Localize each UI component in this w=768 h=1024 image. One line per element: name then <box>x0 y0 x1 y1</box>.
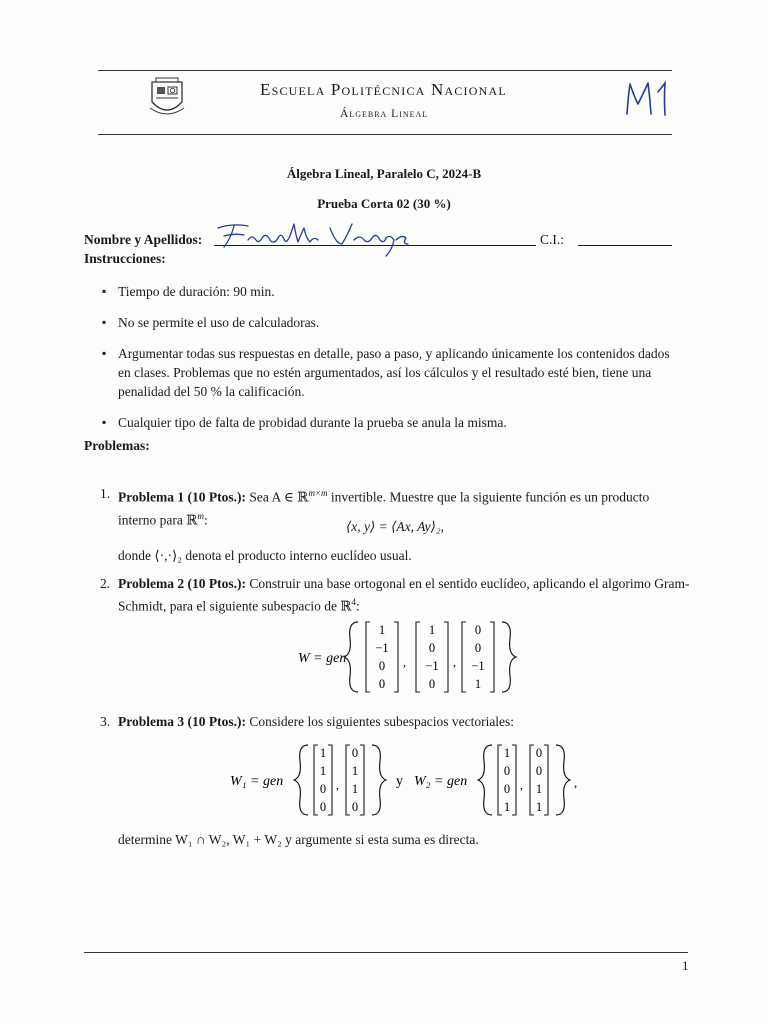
page-number: 1 <box>682 958 689 973</box>
set-label: W₁ = gen <box>230 774 284 789</box>
vector <box>346 745 364 815</box>
problem-text: Considere los siguientes subespacios vectoriales: <box>249 714 515 729</box>
vector-entry: −1 <box>471 659 485 673</box>
problem-text: Construir una base ortogonal en el sentido euclídeo, aplicando el algorimo Gram-Schmidt, para el siguiente subespacio de ℝ <box>118 576 690 614</box>
vector-entry: 1 <box>503 746 511 760</box>
vector-entry: 0 <box>503 782 511 796</box>
vector-entry: 1 <box>319 764 327 778</box>
instruction-item: ▪ No se permite el uso de calculadoras. <box>100 313 680 332</box>
vector-entry: 0 <box>474 623 482 637</box>
course-subtitle: Álgebra Lineal <box>340 108 429 120</box>
instruction-item: ▪ Cualquier tipo de falta de probidad durante la prueba se anula la misma. <box>100 413 680 432</box>
instructions-list <box>100 282 680 444</box>
problem-title: Problema 2 (10 Ptos.): <box>118 576 246 591</box>
vector-entry: 1 <box>503 800 511 814</box>
problem-title: Problema 3 (10 Ptos.): <box>118 714 246 729</box>
problem-number: 3. <box>100 714 111 729</box>
svg-text:,: , <box>336 778 339 792</box>
connector-text: y <box>396 774 403 789</box>
subspace-w-definition <box>290 616 520 698</box>
vector-entry: 1 <box>319 746 327 760</box>
vector <box>366 622 398 692</box>
problem-text: donde ⟨·,·⟩₂ denota el producto interno euclídeo usual. <box>118 548 412 563</box>
vector-entry: 0 <box>319 782 327 796</box>
university-seal-logo <box>148 74 186 120</box>
name-label: Nombre y Apellidos: <box>84 232 203 247</box>
set-label: W = gen <box>298 651 347 666</box>
problem-text: : <box>203 512 208 527</box>
vector-entry: 0 <box>351 800 359 814</box>
superscript: m×m <box>308 488 328 498</box>
vector-entry: 0 <box>428 641 436 655</box>
vector <box>314 745 332 815</box>
end-punctuation: , <box>574 775 578 790</box>
vector-entry: 0 <box>503 764 511 778</box>
inner-product-formula: ⟨x, y⟩ = ⟨Ax, Ay⟩₂, <box>346 519 444 534</box>
problem-2 <box>100 574 690 616</box>
vector <box>462 622 494 692</box>
vector <box>416 622 448 692</box>
instructions-heading: Instrucciones: <box>84 251 166 266</box>
set-label: W₂ = gen <box>414 774 468 789</box>
vector-entry: 1 <box>474 677 482 691</box>
svg-text:,: , <box>403 655 406 669</box>
footer-rule <box>84 952 688 953</box>
problem-3 <box>100 712 690 731</box>
vector-entry: 1 <box>535 782 543 796</box>
ci-field[interactable] <box>578 245 672 246</box>
exam-subtitle: Prueba Corta 02 (30 %) <box>317 196 451 211</box>
vector <box>498 745 516 815</box>
problem-text: : <box>356 598 360 614</box>
handwritten-m1-mark <box>622 78 674 120</box>
handwritten-name-signature <box>214 214 414 260</box>
subspaces-w1-w2-definition <box>226 740 592 820</box>
vector-entry: −1 <box>375 641 389 655</box>
problem-text: Sea A ∈ ℝ <box>249 489 309 505</box>
school-title: Escuela Politécnica Nacional <box>260 80 507 99</box>
vector-entry: 0 <box>535 764 543 778</box>
exam-title: Álgebra Lineal, Paralelo C, 2024-B <box>286 166 482 181</box>
problem-3-continuation <box>100 830 690 849</box>
vector-entry: 0 <box>351 746 359 760</box>
ci-label: C.I.: <box>540 232 565 247</box>
problem-1-continuation <box>100 546 690 565</box>
problem-number: 2. <box>100 576 111 591</box>
vector-entry: 1 <box>378 623 386 637</box>
header-top-rule <box>98 70 672 71</box>
problems-heading: Problemas: <box>84 438 150 453</box>
instruction-item: ▪ Tiempo de duración: 90 min. <box>100 282 680 301</box>
vector-entry: 0 <box>319 800 327 814</box>
superscript: m <box>197 510 204 521</box>
vector-entry: 1 <box>428 623 436 637</box>
superscript: 4 <box>351 597 357 607</box>
vector-entry: 0 <box>378 659 386 673</box>
vector-entry: 0 <box>535 746 543 760</box>
vector-entry: 0 <box>428 677 436 691</box>
problem-text: invertible. Muestre que la siguiente función es un producto interno para ℝ <box>118 489 650 527</box>
svg-text:,: , <box>453 655 456 669</box>
problem-number: 1. <box>100 486 111 501</box>
vector-entry: 0 <box>378 677 386 691</box>
problem-text: determine W₁ ∩ W₂, W₁ + W₂ y argumente si esta suma es directa. <box>118 832 479 847</box>
vector-entry: 0 <box>474 641 482 655</box>
header-bottom-rule <box>98 134 672 135</box>
vector-entry: −1 <box>425 659 439 673</box>
vector-entry: 1 <box>535 800 543 814</box>
vector <box>530 745 548 815</box>
problem-title: Problema 1 (10 Ptos.): <box>118 489 246 505</box>
svg-text:,: , <box>520 778 523 792</box>
vector-entry: 1 <box>351 764 359 778</box>
vector-entry: 1 <box>351 782 359 796</box>
instruction-item: ▪ Argumentar todas sus respuestas en detalle, paso a paso, y aplicando únicamente los contenidos dados en clases. Problemas que no estén argumentados, así los cálculos y el resultado esté bien, tiene una penalidad del 50 % la calificación. <box>100 344 680 401</box>
